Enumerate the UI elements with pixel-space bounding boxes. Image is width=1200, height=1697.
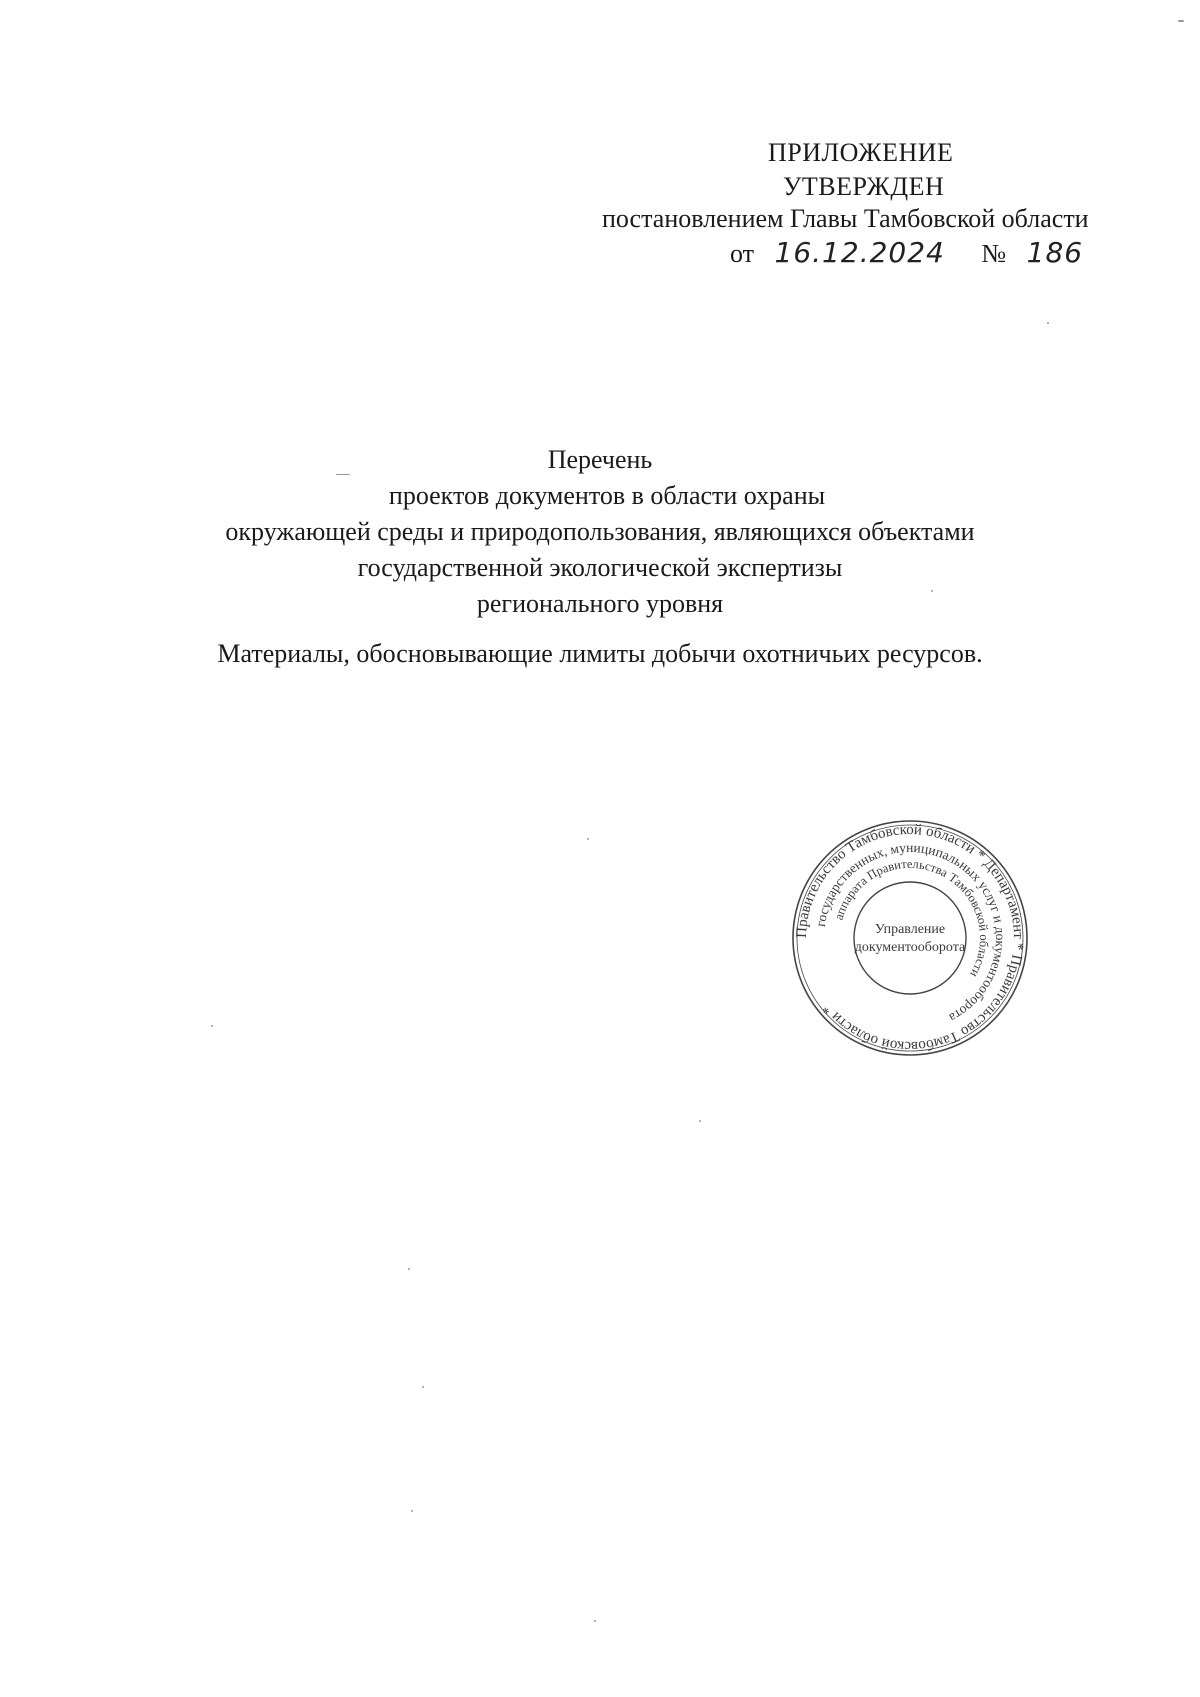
appendix-heading: ПРИЛОЖЕНИЕ	[768, 138, 954, 167]
seal-outer-ring-text: Правительство Тамбовской области * Департамент * Правительство Тамбовской области *	[793, 821, 1027, 1055]
official-seal	[790, 818, 1030, 1058]
document-subject: Материалы, обосновывающие лимиты добычи охотничьих ресурсов.	[217, 639, 983, 668]
scan-speck	[211, 1025, 213, 1027]
number-label: №	[981, 239, 1007, 268]
document-title	[0, 442, 1200, 622]
date-label: от	[730, 239, 755, 268]
handwritten-number: 186	[1026, 236, 1084, 269]
approved-heading: УТВЕРЖДЕН	[783, 172, 945, 201]
title-line: проектов документов в области охраны	[388, 481, 826, 510]
seal-graphic	[790, 818, 1030, 1058]
seal-inner-ring-text: аппарата Правительства Тамбовской области	[831, 856, 992, 980]
scan-speck	[1047, 322, 1049, 324]
title-line: окружающей среды и природопользования, являющихся объектами	[225, 517, 975, 546]
handwritten-date: 16.12.2024	[774, 236, 945, 269]
scan-speck	[931, 590, 933, 592]
decree-reference: постановлением Главы Тамбовской области	[602, 204, 1089, 233]
scan-speck	[422, 1386, 424, 1388]
scan-speck	[594, 1620, 596, 1622]
scan-speck	[1178, 20, 1184, 22]
seal-center-line1: Управление	[874, 922, 946, 937]
scan-speck	[411, 1510, 413, 1512]
scan-speck	[408, 1268, 410, 1270]
title-line: регионального уровня	[476, 589, 724, 618]
seal-center-line2: документооборота	[854, 940, 966, 955]
seal-middle-ring-text: государственных, муниципальных услуг и документооборота	[812, 839, 1009, 1026]
scan-speck	[336, 474, 350, 475]
title-line: государственной экологической экспертизы	[357, 553, 843, 582]
scan-speck	[699, 1120, 701, 1122]
scan-speck	[587, 838, 589, 840]
title-line: Перечень	[547, 445, 653, 474]
date-number-row	[730, 238, 1083, 269]
